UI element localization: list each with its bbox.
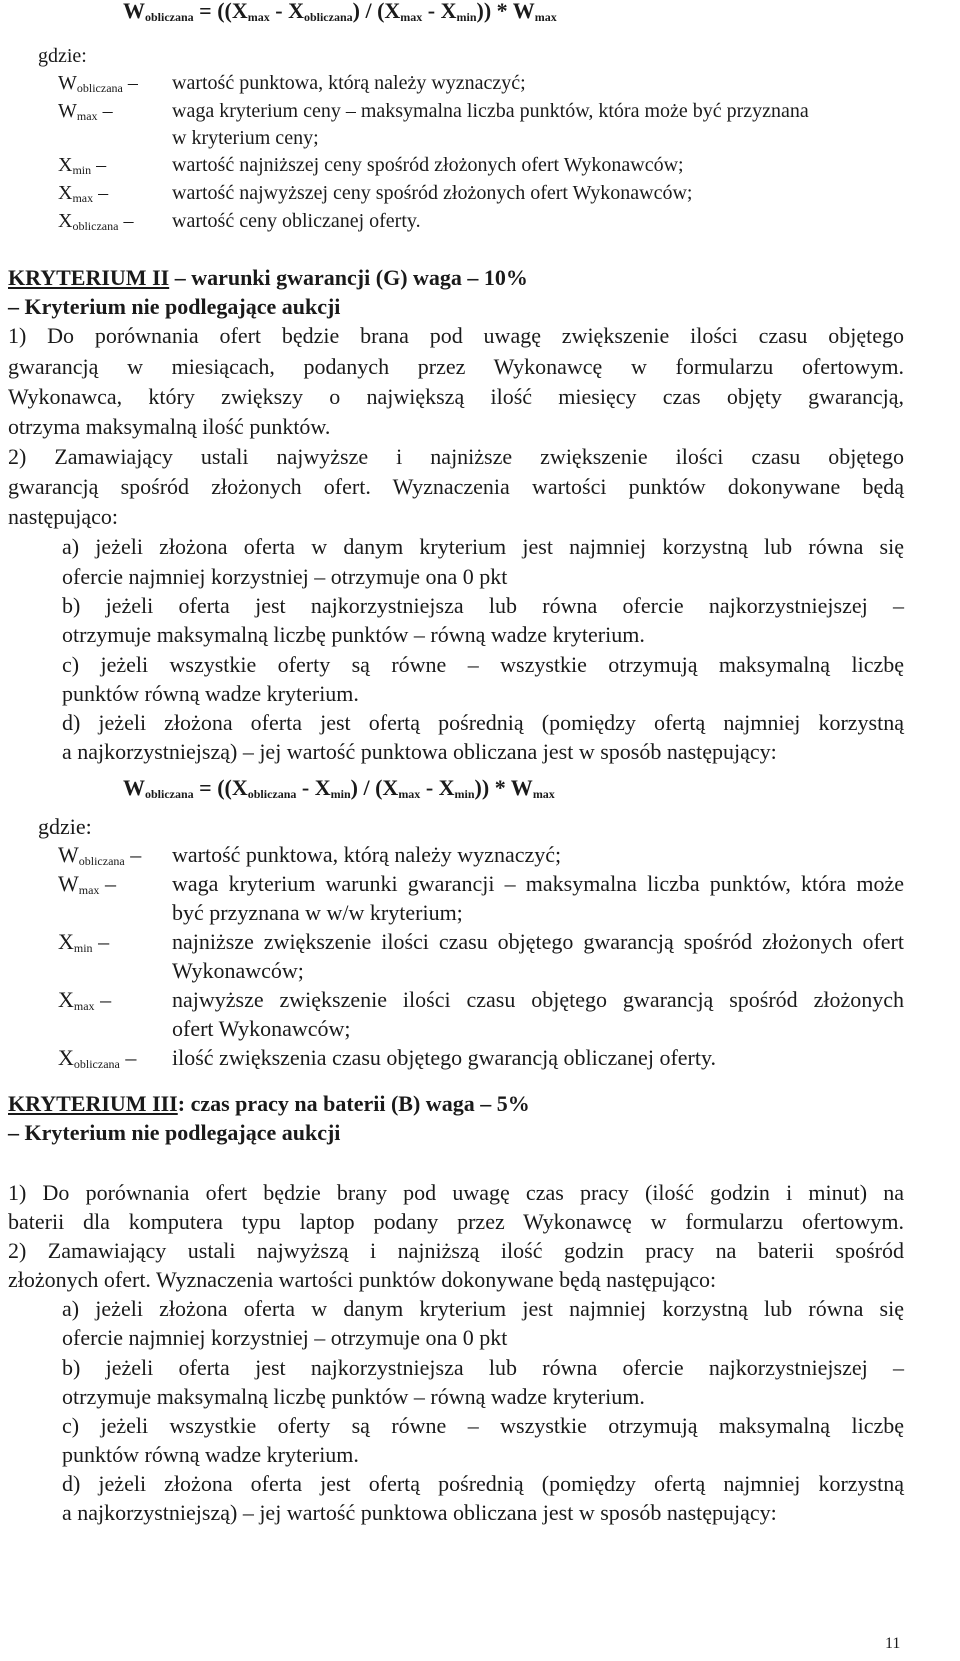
list-item-cont: otrzymuje maksymalną liczbę punktów – równą wadze kryterium. — [62, 1384, 645, 1409]
formula-part: ) / (X — [350, 775, 399, 800]
legend-description-cont: w kryterium ceny; — [172, 127, 319, 149]
formula-part: )) * W — [476, 0, 535, 23]
legend-description: waga kryterium warunki gwarancji – maksymalna liczba punktów, która może — [172, 871, 904, 896]
list-item-cont: otrzymuje maksymalną liczbę punktów – równą wadze kryterium. — [62, 622, 645, 647]
legend-description: wartość najniższej ceny spośród złożonych ofert Wykonawców; — [172, 154, 684, 176]
legend-description: wartość punktowa, którą należy wyznaczyć; — [172, 72, 526, 94]
legend-symbol: $X_{obliczana}$ – — [58, 1045, 137, 1071]
legend-description: wartość najwyższej ceny spośród złożonych ofert Wykonawców; — [172, 182, 693, 204]
legend-gdzie: gdzie: — [38, 45, 87, 67]
list-item: a) jeżeli złożona oferta w danym kryterium jest najmniej korzystną lub równa się — [62, 534, 904, 559]
legend-symbol: $X_{max}$ – — [58, 182, 109, 205]
paragraph-line: 2) Zamawiający ustali najwyższe i najniższe zwiększenie ilości czasu objętego — [8, 444, 904, 469]
list-item: c) jeżeli wszystkie oferty są równe – wszystkie otrzymują maksymalną liczbę — [62, 1413, 904, 1438]
legend-symbol: $X_{obliczana}$ – — [58, 210, 134, 233]
formula-subscript: max — [400, 10, 423, 24]
list-item-cont: a najkorzystniejszą) – jej wartość punktowa obliczana jest w sposób następujący: — [62, 1500, 777, 1525]
legend-description-cont: Wykonawców; — [172, 958, 304, 983]
legend-symbol: $X_{max}$ – — [58, 987, 112, 1013]
section-heading-kryterium-3: KRYTERIUM III: czas pracy na baterii (B) waga – 5% — [8, 1091, 530, 1116]
legend-symbol: $W_{obliczana}$ – — [58, 842, 142, 868]
formula-subscript: obliczana — [303, 10, 353, 24]
formula-part: - X — [422, 0, 457, 23]
legend-description: najwyższe zwiększenie ilości czasu objętego gwarancją spośród złożonych — [172, 987, 904, 1012]
legend-description-cont: ofert Wykonawców; — [172, 1016, 351, 1041]
formula-subscript: min — [454, 787, 475, 801]
section-heading-kryterium-2: KRYTERIUM II – warunki gwarancji (G) waga – 10% — [8, 265, 528, 290]
formula-part: ) / (X — [352, 0, 401, 23]
formula-subscript: obliczana — [247, 787, 297, 801]
formula-part: = ((X — [193, 0, 248, 23]
formula-part: - X — [269, 0, 304, 23]
formula-subscript: max — [532, 787, 555, 801]
legend-symbol: $X_{min}$ – — [58, 154, 107, 177]
paragraph-line: Wykonawca, który zwiększy o największą ilość miesięcy czas objęty gwarancją, — [8, 384, 904, 409]
section-subtitle: – Kryterium nie podlegające aukcji — [8, 294, 341, 319]
legend-symbol: $W_{obliczana}$ – — [58, 72, 138, 95]
list-item-cont: punktów równą wadze kryterium. — [62, 681, 359, 706]
list-item-cont: ofercie najmniej korzystniej – otrzymuje ona 0 pkt — [62, 564, 508, 589]
legend-symbol: $W_{max}$ – — [58, 871, 116, 897]
formula-price — [123, 0, 557, 24]
legend-description: najniższe zwiększenie ilości czasu objętego gwarancją spośród złożonych ofert — [172, 929, 904, 954]
paragraph-line: gwarancją spośród złożonych ofert. Wyznaczenia wartości punktów dokonywane będą — [8, 474, 904, 499]
formula-subscript: min — [456, 10, 477, 24]
section-subtitle: – Kryterium nie podlegające aukcji — [8, 1120, 341, 1145]
formula-warranty — [123, 775, 555, 801]
legend-description: wartość punktowa, którą należy wyznaczyć; — [172, 842, 562, 867]
formula-subscript: max — [534, 10, 557, 24]
formula-subscript: max — [398, 787, 421, 801]
list-item: d) jeżeli złożona oferta jest ofertą pośrednią (pomiędzy ofertą najmniej korzystną — [62, 710, 904, 735]
formula-part: = ((X — [193, 775, 248, 800]
paragraph-line: 1) Do porównania ofert będzie brana pod uwagę zwiększenie ilości czasu objętego — [8, 323, 904, 348]
list-item: b) jeżeli oferta jest najkorzystniejsza lub równa ofercie najkorzystniejszej – — [62, 1355, 904, 1380]
legend-description: waga kryterium ceny – maksymalna liczba punktów, która może być przyznana — [172, 100, 809, 122]
paragraph-line: 2) Zamawiający ustali najwyższą i najniższą ilość godzin pracy na baterii spośród — [8, 1238, 904, 1263]
formula-subscript: max — [247, 10, 270, 24]
formula-part: - X — [420, 775, 455, 800]
paragraph-line: gwarancją w miesiącach, podanych przez Wykonawcę w formularzu ofertowym. — [8, 354, 904, 379]
legend-symbol: $X_{min}$ – — [58, 929, 110, 955]
legend-description: ilość zwiększenia czasu objętego gwarancją obliczanej oferty. — [172, 1045, 717, 1070]
paragraph-line: otrzyma maksymalną ilość punktów. — [8, 414, 331, 439]
legend-description-cont: być przyznana w w/w kryterium; — [172, 900, 463, 925]
formula-symbol: W — [123, 0, 145, 23]
list-item: a) jeżeli złożona oferta w danym kryterium jest najmniej korzystną lub równa się — [62, 1296, 904, 1321]
formula-symbol: W — [123, 775, 145, 800]
formula-subscript: min — [330, 787, 351, 801]
legend-gdzie: gdzie: — [38, 814, 92, 839]
paragraph-line: 1) Do porównania ofert będzie brany pod uwagę czas pracy (ilość godzin i minut) na — [8, 1180, 904, 1205]
legend-description: wartość ceny obliczanej oferty. — [172, 210, 421, 232]
paragraph-line: następująco: — [8, 504, 118, 529]
formula-part: )) * W — [474, 775, 533, 800]
page-number: 11 — [885, 1635, 901, 1652]
formula-part: - X — [296, 775, 331, 800]
formula-subscript: obliczana — [145, 787, 194, 801]
list-item-cont: a najkorzystniejszą) – jej wartość punktowa obliczana jest w sposób następujący: — [62, 739, 777, 764]
list-item: c) jeżeli wszystkie oferty są równe – wszystkie otrzymują maksymalną liczbę — [62, 652, 904, 677]
list-item-cont: ofercie najmniej korzystniej – otrzymuje ona 0 pkt — [62, 1325, 508, 1350]
paragraph-line: złożonych ofert. Wyznaczenia wartości punktów dokonywane będą następująco: — [8, 1267, 717, 1292]
list-item: d) jeżeli złożona oferta jest ofertą pośrednią (pomiędzy ofertą najmniej korzystną — [62, 1471, 904, 1496]
paragraph-line: baterii dla komputera typu laptop podany przez Wykonawcę w formularzu ofertowym. — [8, 1209, 904, 1234]
list-item-cont: punktów równą wadze kryterium. — [62, 1442, 359, 1467]
legend-symbol: $W_{max}$ – — [58, 100, 113, 123]
formula-subscript: obliczana — [145, 10, 194, 24]
list-item: b) jeżeli oferta jest najkorzystniejsza lub równa ofercie najkorzystniejszej – — [62, 593, 904, 618]
